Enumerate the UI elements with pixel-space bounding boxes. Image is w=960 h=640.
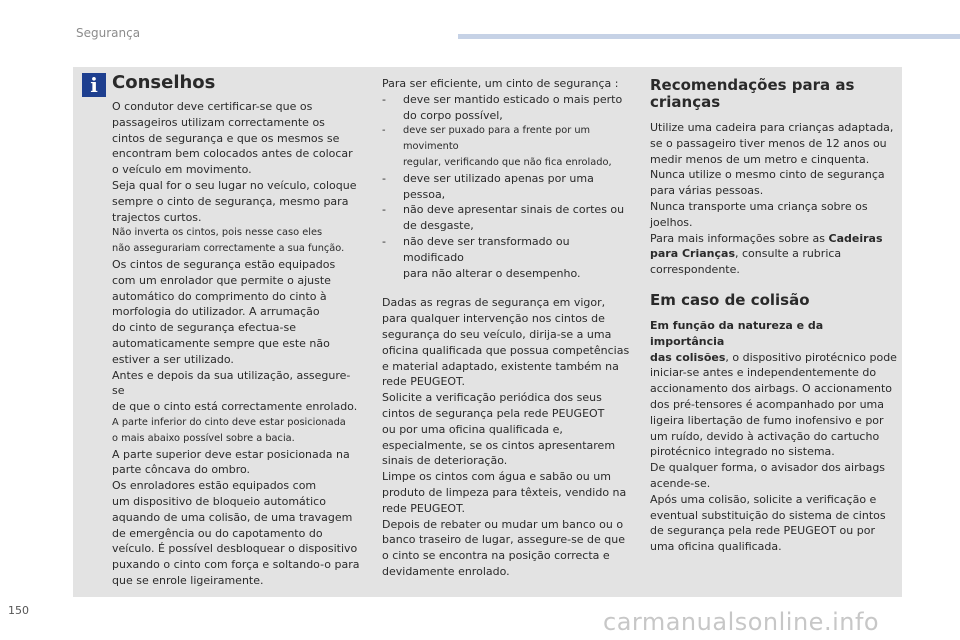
children-line: medir menos de um metro e cinquenta. — [650, 152, 870, 166]
conselhos-line: A parte superior deve estar posicionada na — [112, 447, 350, 461]
efficiency-item-text: deve ser puxado para a frente por um movimento — [403, 125, 591, 153]
maintenance-line: o cinto se encontra na posição correcta e — [382, 549, 610, 563]
efficiency-column — [382, 76, 630, 580]
conselhos-column — [112, 99, 360, 589]
watermark: carmanualsonline.info — [603, 608, 880, 636]
efficiency-item — [382, 171, 630, 203]
conselhos-line: do cinto de segurança efectua-se — [112, 321, 296, 335]
collision-line: eventual substituição do sistema de cintos — [650, 508, 886, 522]
conselhos-line: aquando de uma colisão, de uma travagem — [112, 510, 353, 524]
conselhos-line: O condutor deve certificar-se que os — [112, 100, 313, 113]
efficiency-item-text: para não alterar o desempenho. — [403, 266, 581, 280]
section-title: Segurança — [76, 26, 141, 40]
maintenance-line: Limpe os cintos com água e sabão ou um — [382, 470, 611, 484]
efficiency-item-text: de desgaste, — [403, 219, 474, 233]
conselhos-line: passageiros utilizam correctamente os — [112, 115, 325, 129]
collision-line: accionamento dos airbags. O accionamento — [650, 382, 893, 396]
children-ref-line2: para Crianças, consulte a rubrica — [650, 247, 842, 261]
children-heading: Recomendações para as crianças — [650, 76, 855, 111]
conselhos-line: Os cintos de segurança estão equipados — [112, 257, 336, 271]
efficiency-item-text: não deve apresentar sinais de cortes ou — [403, 203, 625, 217]
collision-line1: Em função da natureza e da importância — [650, 318, 824, 348]
efficiency-item-text: regular, verificando que não fica enrolado, — [403, 156, 612, 168]
conselhos-line: o veículo em movimento. — [112, 163, 252, 177]
children-text — [650, 120, 900, 231]
maintenance-line: Solicite a verificação periódica dos seus — [382, 391, 602, 405]
dash-bullet: - — [382, 203, 386, 217]
maintenance-line: oficina qualificada que possua competências — [382, 343, 630, 357]
conselhos-line: que se enrole ligeiramente. — [112, 573, 264, 587]
conselhos-line: Antes e depois da sua utilização, assegure-se — [112, 368, 351, 398]
efficiency-item-text: do corpo possível, — [403, 108, 503, 122]
efficiency-item — [382, 234, 630, 281]
conselhos-line: puxando o cinto com força e soltando-o para — [112, 558, 360, 572]
dash-bullet: - — [382, 234, 386, 248]
maintenance-line: Dadas as regras de segurança em vigor, — [382, 296, 606, 310]
conselhos-heading: Conselhos — [112, 72, 216, 93]
conselhos-line: de emergência ou do capotamento do — [112, 526, 323, 540]
maintenance-text — [382, 295, 630, 579]
conselhos-line: automaticamente sempre que este não — [112, 336, 330, 350]
collision-text — [650, 365, 900, 555]
collision-line: uma oficina qualificada. — [650, 540, 782, 554]
conselhos-line: Seja qual for o seu lugar no veículo, coloque — [112, 178, 357, 192]
children-line: Utilize uma cadeira para crianças adaptada, — [650, 121, 894, 134]
collision-heading: Em caso de colisão — [650, 290, 810, 309]
conselhos-line: cintos de segurança e que os mesmos se — [112, 131, 340, 145]
collision-line: dos pré-tensores é acompanhado por uma — [650, 397, 885, 411]
children-line: para várias pessoas. — [650, 184, 764, 198]
page-number: 150 — [8, 604, 29, 617]
dash-bullet: - — [382, 92, 386, 106]
collision-line: um ruído, devido à activação do cartucho — [650, 429, 880, 443]
collision-line: acende-se. — [650, 476, 711, 490]
maintenance-line: especialmente, se os cintos apresentarem — [382, 438, 616, 452]
conselhos-line: veículo. É possível desbloquear o dispositivo — [112, 542, 358, 556]
children-line: Nunca transporte uma criança sobre os — [650, 199, 868, 213]
conselhos-line: A parte inferior do cinto deve estar posicionada — [112, 416, 346, 428]
conselhos-line: Não inverta os cintos, pois nesse caso eles — [112, 227, 323, 239]
maintenance-line: Depois de rebater ou mudar um banco ou o — [382, 517, 624, 531]
maintenance-line: rede PEUGEOT. — [382, 375, 465, 389]
maintenance-line: e material adaptado, existente também na — [382, 359, 619, 373]
conselhos-line: trajectos curtos. — [112, 210, 202, 224]
collision-line: Após uma colisão, solicite a verificação e — [650, 492, 877, 506]
conselhos-line: morfologia do utilizador. A arrumação — [112, 305, 320, 319]
children-ref-line3: correspondente. — [650, 263, 740, 277]
header-rule — [458, 34, 960, 39]
maintenance-line: banco traseiro de lugar, assegure-se de que — [382, 533, 626, 547]
maintenance-line: sinais de deterioração. — [382, 454, 508, 468]
efficiency-item-text: deve ser mantido esticado o mais perto — [403, 92, 623, 106]
collision-line: iniciar-se antes e independentemente do — [650, 366, 877, 380]
collision-line: De qualquer forma, o avisador dos airbags — [650, 461, 886, 475]
efficiency-item-text: não deve ser transformado ou modificado — [403, 234, 570, 264]
maintenance-line: cintos de segurança pela rede PEUGEOT — [382, 406, 605, 420]
collision-line: de segurança pela rede PEUGEOT ou por — [650, 524, 875, 538]
collision-line2: das colisões, o dispositivo pirotécnico pode — [650, 350, 897, 364]
conselhos-line: não assegurariam correctamente a sua função. — [112, 243, 345, 255]
children-ref-line1: Para mais informações sobre as Cadeiras — [650, 231, 883, 245]
maintenance-line: segurança do seu veículo, dirija-se a uma — [382, 327, 612, 341]
conselhos-line: parte côncava do ombro. — [112, 463, 251, 477]
collision-line: ligeira libertação de fumo inofensivo e por — [650, 413, 884, 427]
collision-line: pirotécnico integrado no sistema. — [650, 445, 835, 459]
children-line: Nunca utilize o mesmo cinto de segurança — [650, 168, 885, 182]
efficiency-item — [382, 123, 630, 170]
conselhos-line: estiver a ser utilizado. — [112, 352, 234, 366]
dash-bullet: - — [382, 171, 386, 185]
conselhos-line: encontram bem colocados antes de colocar — [112, 147, 353, 161]
conselhos-line: automático do comprimento do cinto à — [112, 289, 327, 303]
conselhos-line: sempre o cinto de segurança, mesmo para — [112, 194, 349, 208]
efficiency-item — [382, 202, 630, 234]
info-icon: i — [82, 73, 106, 97]
children-line: joelhos. — [650, 215, 693, 229]
conselhos-line: Os enroladores estão equipados com — [112, 479, 317, 493]
maintenance-line: ou por uma oficina qualificada e, — [382, 422, 563, 436]
efficiency-item-text: deve ser utilizado apenas por uma pessoa, — [403, 171, 594, 201]
maintenance-line: para qualquer intervenção nos cintos de — [382, 312, 605, 326]
conselhos-line: um dispositivo de bloqueio automático — [112, 494, 326, 508]
right-column — [650, 77, 900, 555]
maintenance-line: produto de limpeza para têxteis, vendido na — [382, 485, 627, 499]
conselhos-line: de que o cinto está correctamente enrolado. — [112, 400, 358, 414]
efficiency-list — [382, 92, 630, 282]
maintenance-line: rede PEUGEOT. — [382, 501, 465, 515]
maintenance-line: devidamente enrolado. — [382, 564, 510, 578]
conselhos-line: o mais abaixo possível sobre a bacia. — [112, 432, 295, 444]
efficiency-intro: Para ser eficiente, um cinto de segurança : — [382, 77, 619, 90]
conselhos-line: com um enrolador que permite o ajuste — [112, 273, 331, 287]
dash-bullet: - — [382, 125, 386, 137]
children-line: se o passageiro tiver menos de 12 anos ou — [650, 136, 887, 150]
efficiency-item — [382, 92, 630, 124]
